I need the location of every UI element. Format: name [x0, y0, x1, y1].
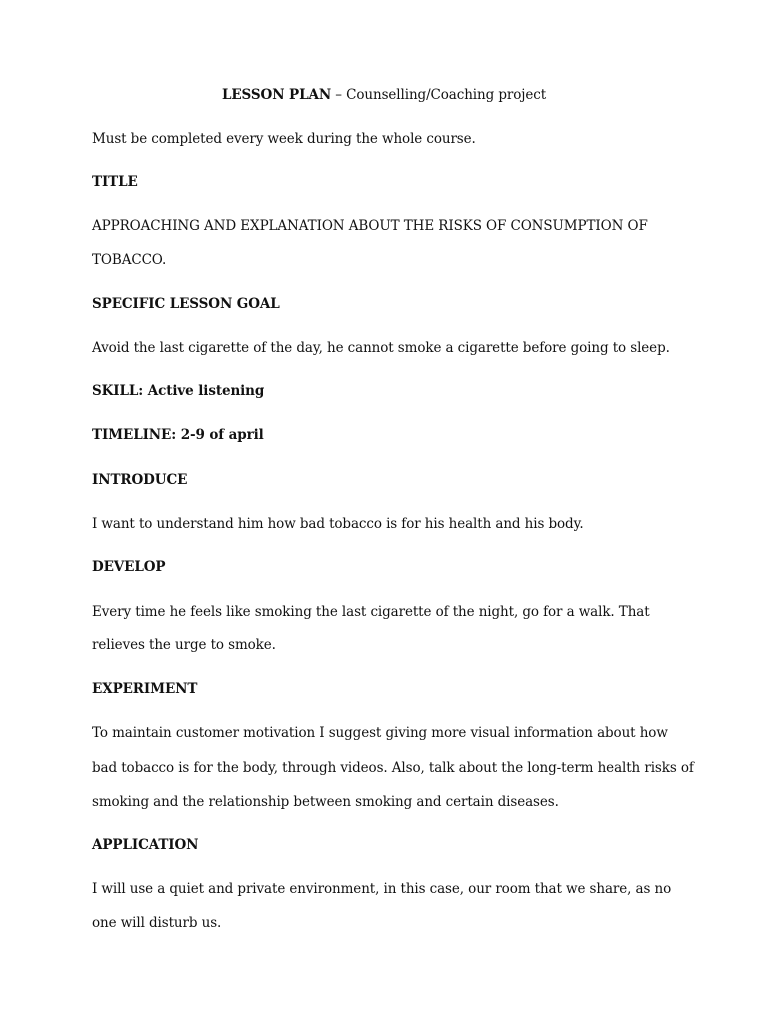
timeline-heading: TIMELINE: 2-9 of april: [92, 427, 264, 443]
experiment-text-line3: smoking and the relationship between smoking and certain diseases.: [92, 794, 559, 810]
develop-heading: DEVELOP: [92, 559, 166, 575]
application-text-line2: one will disturb us.: [92, 915, 222, 931]
introduce-text: I want to understand him how bad tobacco is for his health and his body.: [92, 516, 584, 532]
develop-text-line2: relieves the urge to smoke.: [92, 637, 276, 653]
title-text-line2: TOBACCO.: [92, 252, 167, 268]
experiment-text-line2: bad tobacco is for the body, through videos. Also, talk about the long-term health risks of: [92, 760, 694, 776]
experiment-text-line1: To maintain customer motivation I suggest giving more visual information about how: [92, 725, 668, 741]
intro-note: Must be completed every week during the whole course.: [92, 131, 476, 147]
page-title: [0, 86, 768, 104]
skill-heading: SKILL: Active listening: [92, 383, 265, 399]
introduce-heading: INTRODUCE: [92, 472, 188, 488]
experiment-heading: EXPERIMENT: [92, 681, 198, 697]
page-title-rest: – Counselling/Coaching project: [331, 87, 547, 103]
application-heading: APPLICATION: [92, 837, 199, 853]
develop-text-line1: Every time he feels like smoking the last cigarette of the night, go for a walk. That: [92, 604, 650, 620]
page-title-bold: LESSON PLAN: [221, 87, 332, 103]
application-text-line1: I will use a quiet and private environment, in this case, our room that we share, as no: [92, 881, 672, 897]
title-heading: TITLE: [92, 174, 138, 190]
title-text-line1: APPROACHING AND EXPLANATION ABOUT THE RISKS OF CONSUMPTION OF: [92, 218, 648, 234]
goal-text: Avoid the last cigarette of the day, he cannot smoke a cigarette before going to sleep.: [92, 340, 670, 356]
goal-heading: SPECIFIC LESSON GOAL: [92, 296, 280, 312]
